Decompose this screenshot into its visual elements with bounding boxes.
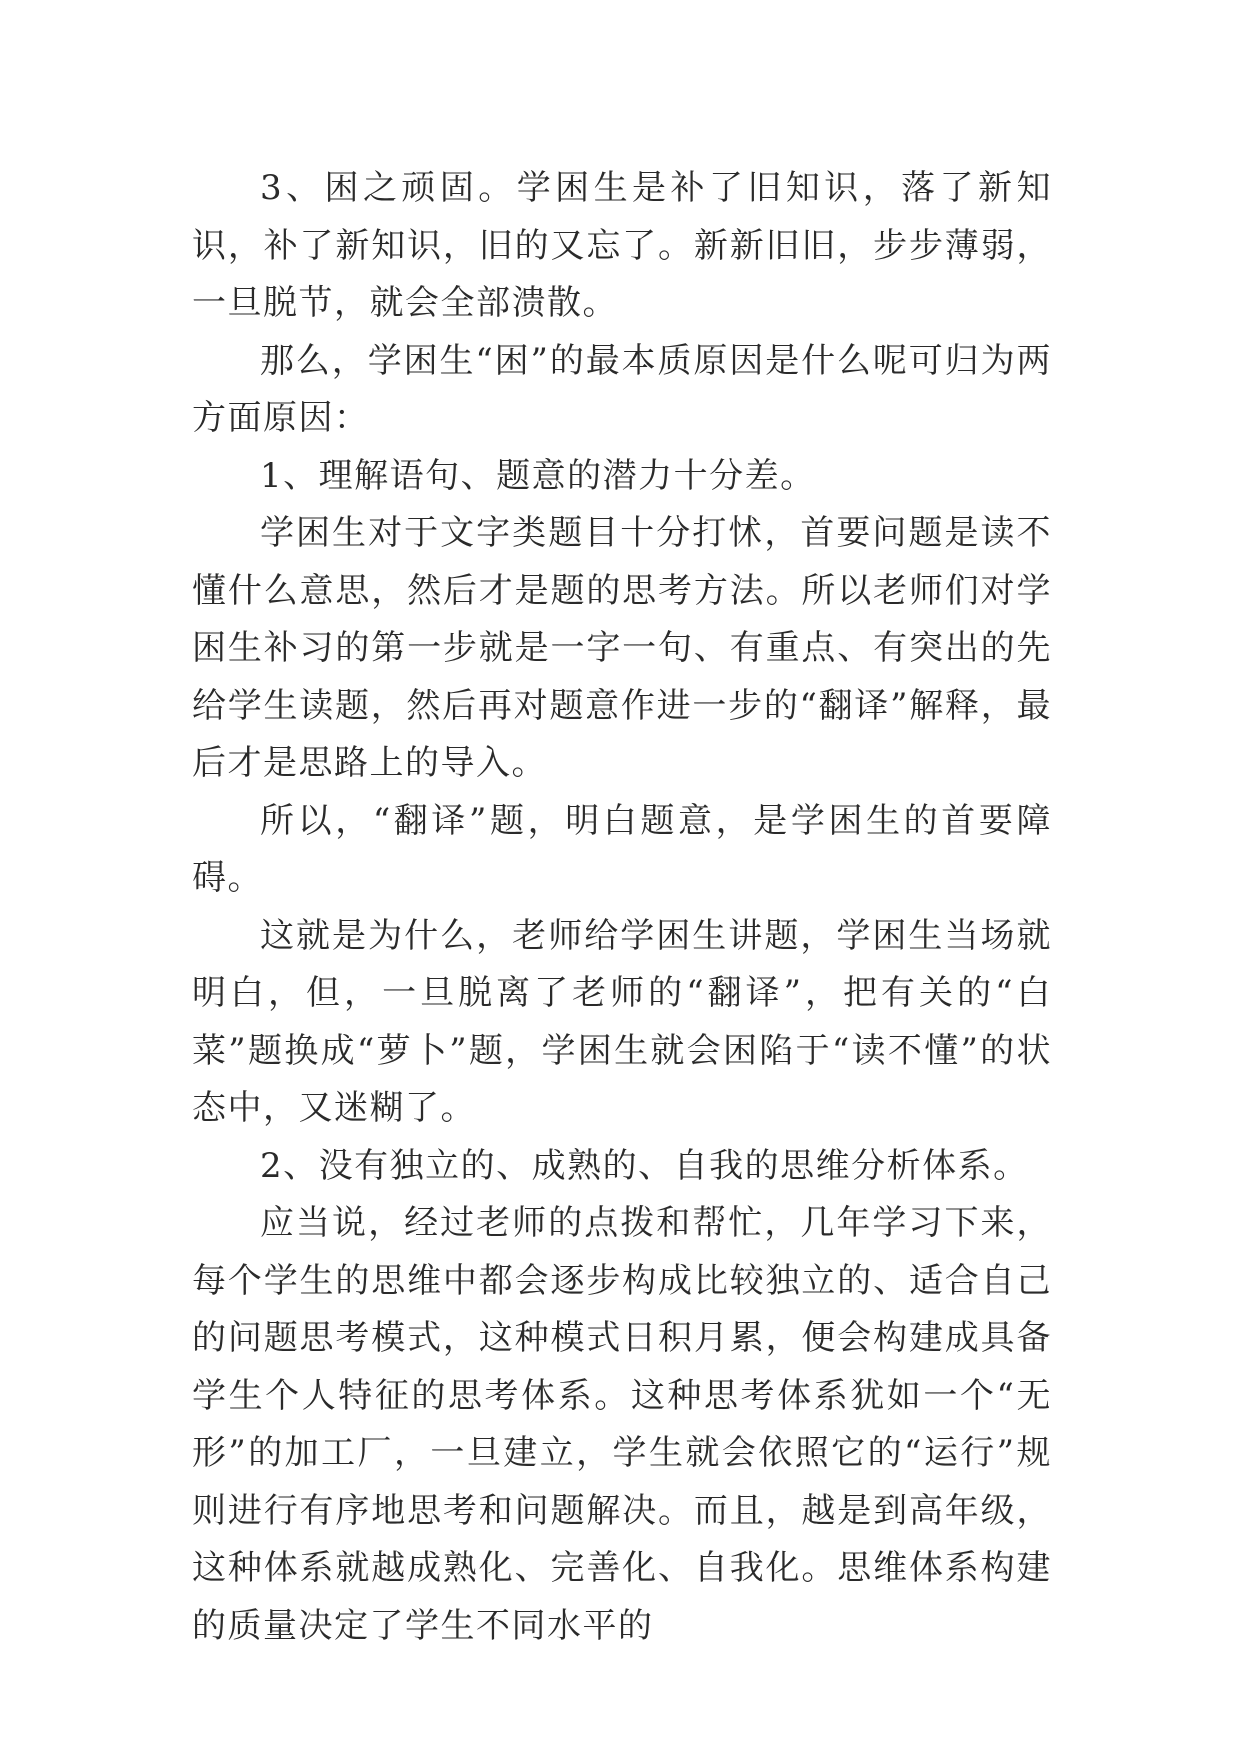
paragraph-5: 所以，“翻译”题，明白题意，是学困生的首要障碍。: [192, 800, 1052, 898]
paragraph-4: 学困生对于文字类题目十分打怵，首要问题是读不懂什么意思，然后才是题的思考方法。所以老师们对学困生补习的第一步就是一字一句、有重点、有突出的先给学生读题，然后再对题意作进一步的“翻译”解释，最后才是思路上的导入。: [192, 513, 1052, 783]
paragraph-1: 3、困之顽固。学困生是补了旧知识，落了新知识，补了新知识，旧的又忘了。新新旧旧，步步薄弱，一旦脱节，就会全部溃散。: [192, 168, 1052, 323]
paragraph-6: 这就是为什么，老师给学困生讲题，学困生当场就明白，但，一旦脱离了老师的“翻译”，把有关的“白菜”题换成“萝卜”题，学困生就会困陷于“读不懂”的状态中，又迷糊了。: [192, 915, 1052, 1128]
paragraph-3: 1、理解语句、题意的潜力十分差。: [260, 455, 816, 496]
paragraph-2: 那么，学困生“困”的最本质原因是什么呢可归为两方面原因：: [192, 340, 1052, 438]
paragraph-8: 应当说，经过老师的点拨和帮忙，几年学习下来，每个学生的思维中都会逐步构成比较独立的、适合自己的问题思考模式，这种模式日积月累，便会构建成具备学生个人特征的思考体系。这种思考体系犹如一个“无形”的加工厂，一旦建立，学生就会依照它的“运行”规则进行有序地思考和问题解决。而且，越是到高年级，这种体系就越成熟化、完善化、自我化。思维体系构建的质量决定了学生不同水平的: [192, 1203, 1052, 1646]
document-body: [192, 160, 1052, 1655]
paragraph-7: 2、没有独立的、成熟的、自我的思维分析体系。: [260, 1145, 1029, 1186]
